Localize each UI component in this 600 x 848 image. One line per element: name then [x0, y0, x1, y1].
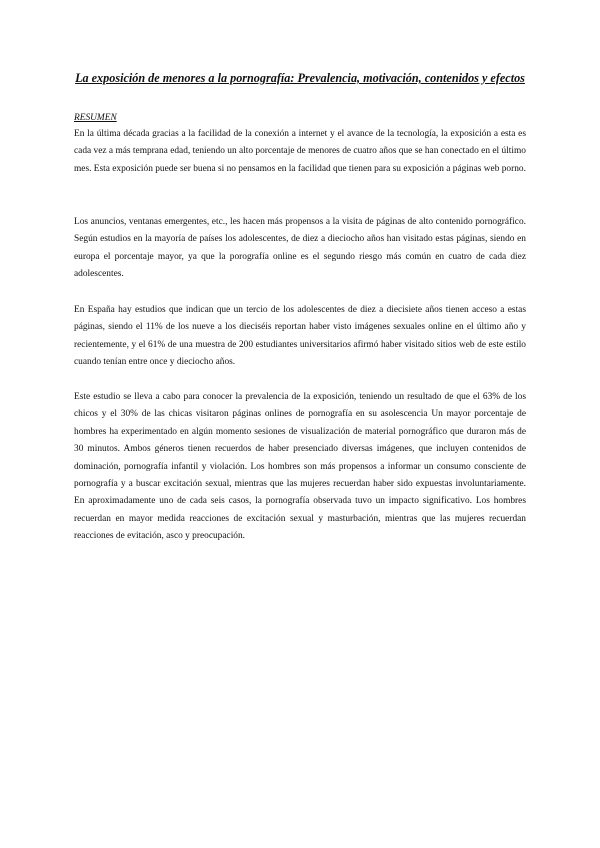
paragraph-3: En España hay estudios que indican que un tercio de los adolescentes de diez a diecisiete años tienen acceso a estas páginas, siendo el 11% de los nueve a los dieciséis reportan haber visto imágenes sexuales online en el último año y recientemente, y el 61% de una muestra de 200 estudiantes universitarios afirmó haber visitado sitios web de este estilo cuando tenían entre once y dieciocho años. [74, 305, 526, 368]
section-heading-resumen: RESUMEN [74, 113, 117, 123]
paragraph-4: Este estudio se lleva a cabo para conocer la prevalencia de la exposición, teniendo un resultado de que el 63% de los chicos y el 30% de las chicas visitaron páginas onlines de pornografía en su asolescencia Un mayor porcentaje de hombres ha experimentado en algún momento sesiones de visualización de material pornográfico que duraron más de 30 minutos. Ambos géneros tienen recuerdos de haber presenciado diversas imágenes, que incluyen contenidos de dominación, pornografía infantil y violación. Los hombres son más propensos a informar un consumo consciente de pornografía y a buscar excitación sexual, mientras que las mujeres recuerdan haber sido expuestas involuntariamente. En aproximadamente uno de cada seis casos, la pornografía observada tuvo un impacto significativo. Los hombres recuerdan en mayor medida reacciones de excitación sexual y masturbación, mientras que las mujeres recuerdan reacciones de evitación, asco y preocupación. [74, 392, 526, 542]
paragraph-2: Los anuncios, ventanas emergentes, etc., les hacen más propensos a la visita de páginas de alto contenido pornográfico. Según estudios en la mayoría de países los adolescentes, de diez a dieciocho años han visitado estas páginas, siendo en europa el porcentaje mayor, ya que la porografía online es el segundo riesgo más común en cuatro de cada diez adolescentes. [74, 217, 526, 280]
paragraph-1: En la última década gracias a la facilidad de la conexión a internet y el avance de la tecnología, la exposición a esta es cada vez a más temprana edad, teniendo un alto porcentaje de menores de cuatro años que se han conectado en el último mes. Esta exposición puede ser buena si no pensamos en la facilidad que tienen para su exposición a páginas web porno. [74, 129, 526, 174]
document-title: La exposición de menores a la pornografía: Prevalencia, motivación, contenidos y efectos [75, 71, 525, 85]
